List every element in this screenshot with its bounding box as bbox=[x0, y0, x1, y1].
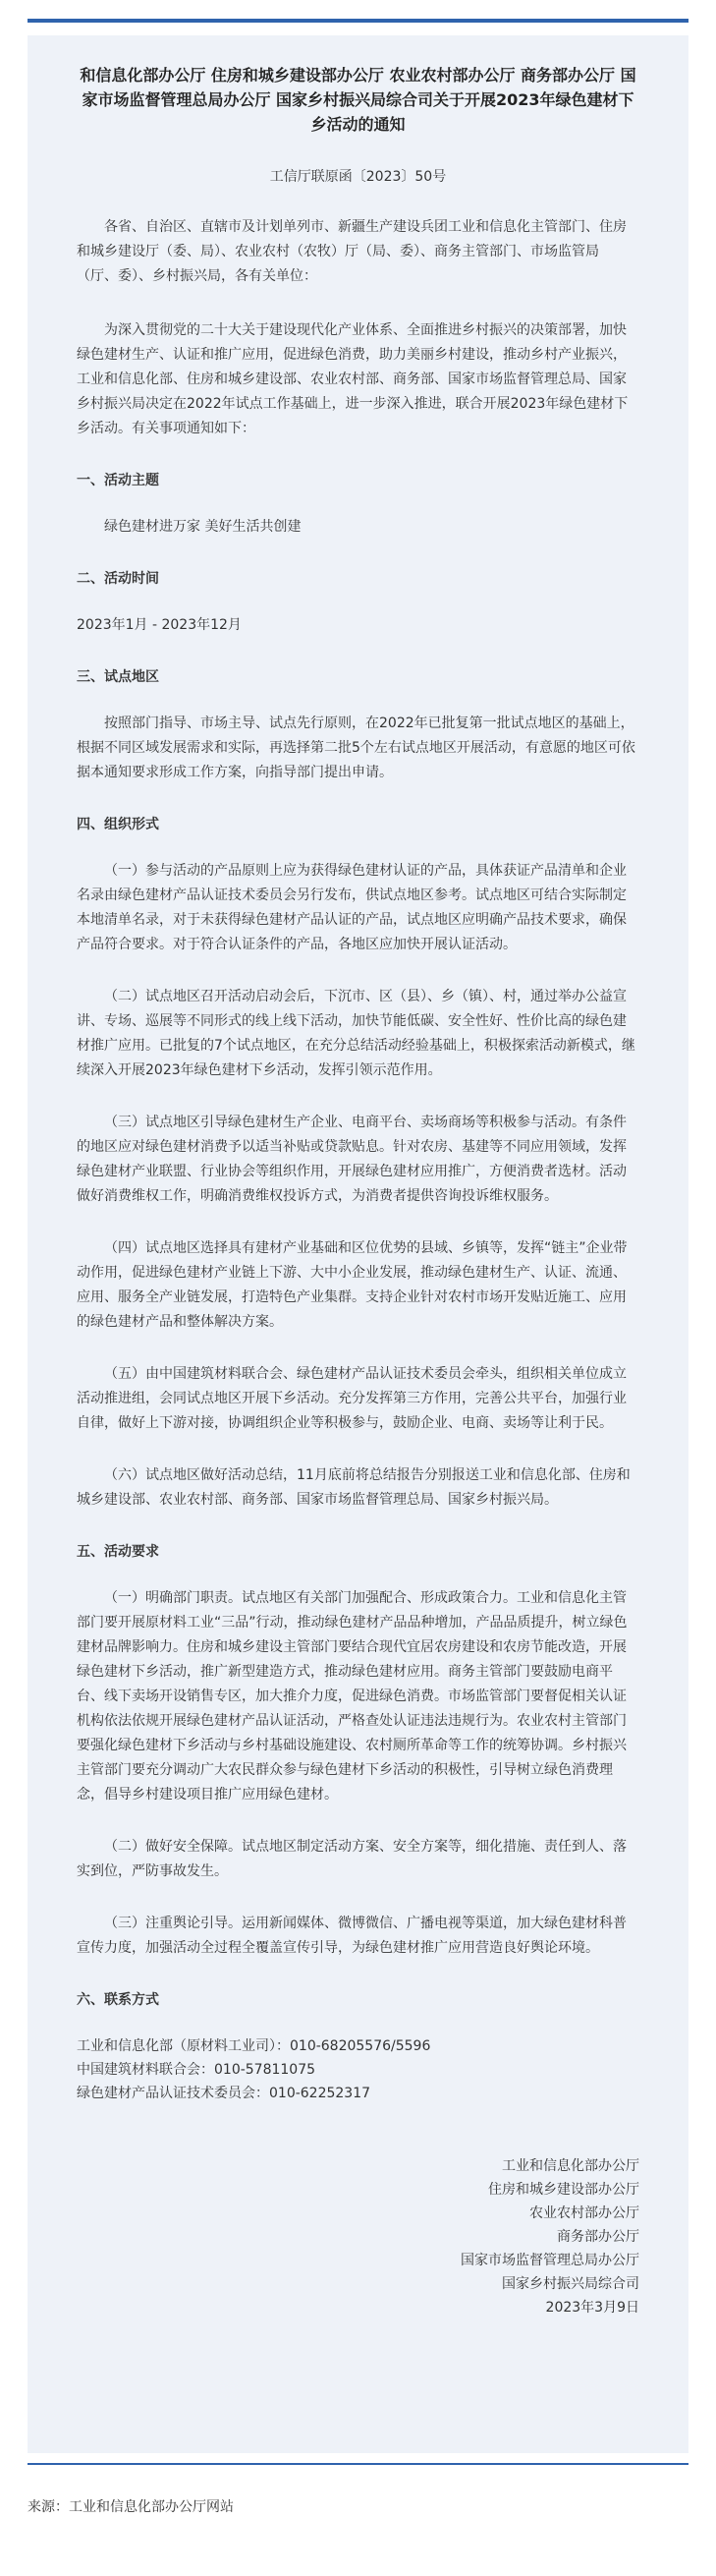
section-5-para-2: （二）做好安全保障。试点地区制定活动方案、安全方案等，细化措施、责任到人、落实到位，严防事故发生。 bbox=[77, 1839, 627, 1879]
section-5-para-1: （一）明确部门职责。试点地区有关部门加强配合、形成政策合力。工业和信息化主管部门要开展原材料工业“三品”行动，推动绿色建材产品品种增加，产品品质提升，树立绿色建材品牌影响力。住房和城乡建设主管部门要结合现代宜居农房建设和农房节能改造，开展绿色建材下乡活动，推广新型建造方式，推动绿色建材应用。商务主管部门要鼓励电商平台、线下卖场开设销售专区，加大推介力度，促进绿色消费。市场监管部门要督促相关认证机构依法依规开展绿色建材产品认证活动，严格查处认证违法违规行为。农业农村主管部门要强化绿色建材下乡活动与乡村基础设施建设、农村厕所革命等工作的统筹协调。乡村振兴主管部门要充分调动广大农民群众参与绿色建材下乡活动的积极性，引导树立绿色消费理念，倡导乡村建设项目推广应用绿色建材。 bbox=[77, 1590, 628, 1803]
addressees: 各省、自治区、直辖市及计划单列市、新疆生产建设兵团工业和信息化主管部门、住房和城乡建设厅（委、局）、农业农村（农牧）厅（局、委）、商务主管部门、市场监管局（厅、委）、乡村振兴局，各有关单位： bbox=[77, 219, 627, 284]
section-4-para-3: （三）试点地区引导绿色建材生产企业、电商平台、卖场商场等积极参与活动。有条件的地区应对绿色建材消费予以适当补贴或贷款贴息。针对农房、基建等不同应用领域，发挥绿色建材产业联盟、行业协会等组织作用，开展绿色建材应用推广，方便消费者选材。活动做好消费维权工作，明确消费维权投诉方式，为消费者提供咨询投诉维权服务。 bbox=[77, 1115, 627, 1204]
contact-line: 中国建筑材料联合会：010-57811075 bbox=[77, 2062, 316, 2078]
section-3-text: 按照部门指导、市场主导、试点先行原则，在2022年已批复第一批试点地区的基础上，根据不同区域发展需求和实际，再选择第二批5个左右试点地区开展活动，有意愿的地区可依据本通知要求形成工作方案，向指导部门提出申请。 bbox=[77, 716, 635, 780]
signatory: 工业和信息化部办公厅 bbox=[502, 2158, 639, 2174]
signatory: 商务部办公厅 bbox=[557, 2229, 639, 2245]
section-2-text: 2023年1月 - 2023年12月 bbox=[77, 617, 242, 633]
document-panel bbox=[28, 35, 688, 2453]
section-5-para-3: （三）注重舆论引导。运用新闻媒体、微博微信、广播电视等渠道，加大绿色建材科普宣传力度，加强活动全过程全覆盖宣传引导，为绿色建材推广应用营造良好舆论环境。 bbox=[77, 1916, 627, 1956]
section-1-text: 绿色建材进万家 美好生活共创建 bbox=[104, 519, 302, 535]
section-4-para-4: （四）试点地区选择具有建材产业基础和区位优势的县域、乡镇等，发挥“链主”企业带动作用，促进绿色建材产业链上下游、大中小企业发展，推动绿色建材生产、认证、流通、应用、服务全产业链发展，打造特色产业集群。支持企业针对农村市场开发贴近施工、应用的绿色建材产品和整体解决方案。 bbox=[77, 1240, 628, 1330]
document-title: 和信息化部办公厅 住房和城乡建设部办公厅 农业农村部办公厅 商务部办公厅 国家市场监督管理总局办公厅 国家乡村振兴局综合司关于开展2023年绿色建材下乡活动的通知 bbox=[80, 66, 636, 134]
bottom-divider bbox=[28, 2463, 688, 2465]
section-3-heading: 三、试点地区 bbox=[77, 669, 159, 685]
signature-block bbox=[77, 2154, 639, 2319]
signatory: 农业农村部办公厅 bbox=[529, 2205, 639, 2221]
document-number: 工信厅联原函〔2023〕50号 bbox=[269, 169, 447, 185]
section-4-para-5: （五）由中国建筑材料联合会、绿色建材产品认证技术委员会牵头，组织相关单位成立活动推进组，会同试点地区开展下乡活动。充分发挥第三方作用，完善公共平台，加强行业自律，做好上下游对接，协调组织企业等积极参与，鼓励企业、电商、卖场等让利于民。 bbox=[77, 1366, 627, 1431]
contact-line: 绿色建材产品认证技术委员会：010-62252317 bbox=[77, 2086, 371, 2101]
section-1-heading: 一、活动主题 bbox=[77, 473, 159, 488]
contact-line: 工业和信息化部（原材料工业司）：010-68205576/5596 bbox=[77, 2038, 431, 2054]
document-date: 2023年3月9日 bbox=[545, 2300, 639, 2316]
top-accent-line bbox=[28, 19, 688, 23]
section-6-heading: 六、联系方式 bbox=[77, 1992, 159, 2008]
section-4-para-2: （二）试点地区召开活动启动会后，下沉市、区（县）、乡（镇）、村，通过举办公益宣讲、专场、巡展等不同形式的线上线下活动，加快节能低碳、安全性好、性价比高的绿色建材推广应用。已批复的7个试点地区，在充分总结活动经验基础上，积极探索活动新模式，继续深入开展2023年绿色建材下乡活动，发挥引领示范作用。 bbox=[77, 989, 635, 1078]
signatory: 国家乡村振兴局综合司 bbox=[502, 2276, 639, 2292]
section-4-heading: 四、组织形式 bbox=[77, 817, 159, 832]
signatory: 国家市场监督管理总局办公厅 bbox=[461, 2253, 639, 2268]
contact-list bbox=[77, 2034, 639, 2105]
source-line: 来源：工业和信息化部办公厅网站 bbox=[28, 2499, 234, 2515]
signatory: 住房和城乡建设部办公厅 bbox=[488, 2182, 639, 2198]
section-2-heading: 二、活动时间 bbox=[77, 571, 159, 587]
section-5-heading: 五、活动要求 bbox=[77, 1544, 159, 1560]
section-4-para-1: （一）参与活动的产品原则上应为获得绿色建材认证的产品，具体获证产品清单和企业名录由绿色建材产品认证技术委员会另行发布，供试点地区参考。试点地区可结合实际制定本地清单名录，对于未获得绿色建材产品认证的产品，试点地区应明确产品技术要求，确保产品符合要求。对于符合认证条件的产品，各地区应加快开展认证活动。 bbox=[77, 863, 627, 952]
section-4-para-6: （六）试点地区做好活动总结，11月底前将总结报告分别报送工业和信息化部、住房和城乡建设部、农业农村部、商务部、国家市场监督管理总局、国家乡村振兴局。 bbox=[77, 1467, 631, 1508]
intro-paragraph: 为深入贯彻党的二十大关于建设现代化产业体系、全面推进乡村振兴的决策部署，加快绿色建材生产、认证和推广应用，促进绿色消费，助力美丽乡村建设，推动乡村产业振兴，工业和信息化部、住房和城乡建设部、农业农村部、商务部、国家市场监督管理总局、国家乡村振兴局决定在2022年试点工作基础上，进一步深入推进，联合开展2023年绿色建材下乡活动。有关事项通知如下： bbox=[77, 322, 629, 436]
